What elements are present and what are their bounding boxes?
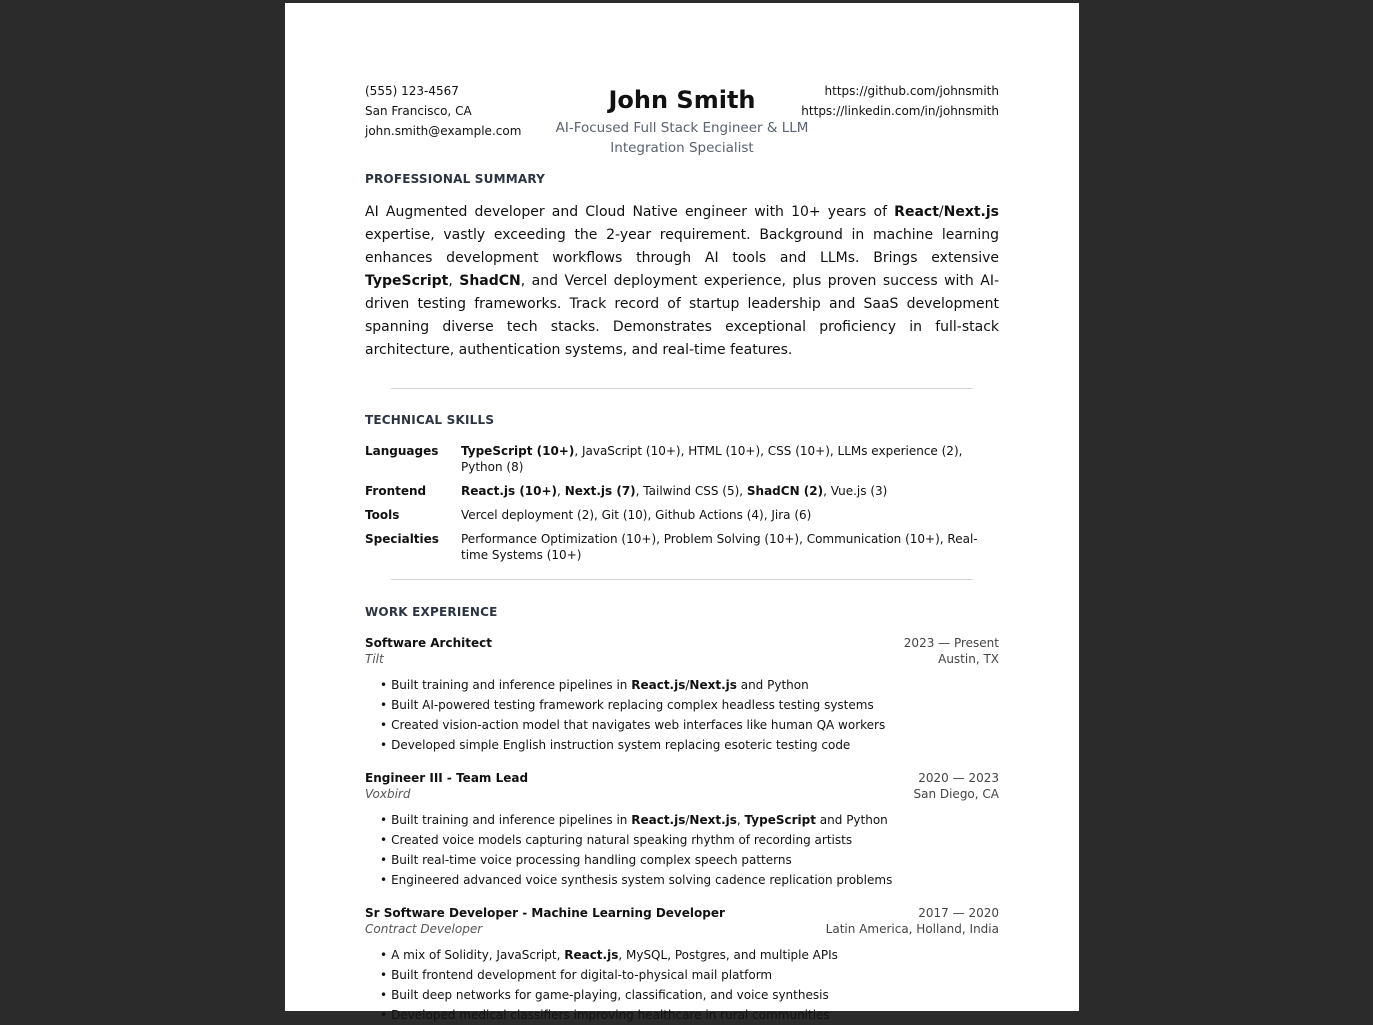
job-entry <box>365 635 999 755</box>
subtitle-line-2: Integration Specialist <box>610 140 754 156</box>
list-item: • Engineered advanced voice synthesis system solving cadence replication problems <box>380 870 999 890</box>
job-company: Tilt <box>365 652 384 666</box>
email[interactable]: john.smith@example.com <box>365 124 522 138</box>
job-entry <box>365 905 999 1025</box>
candidate-name: John Smith <box>608 86 756 114</box>
resume-header <box>365 81 999 171</box>
job-bullets <box>365 810 999 890</box>
job-entry <box>365 770 999 890</box>
skill-row-languages: Languages TypeScript (10+), JavaScript (10+), HTML (10+), CSS (10+), LLMs experience (2), Python (8) <box>365 444 963 474</box>
name-block <box>525 83 839 158</box>
list-item: • Built real-time voice processing handling complex speech patterns <box>380 850 999 870</box>
job-dates: 2017 — 2020 <box>918 906 999 920</box>
list-item: • A mix of Solidity, JavaScript, React.js, MySQL, Postgres, and multiple APIs <box>380 945 999 965</box>
job-title: Software Architect <box>365 636 492 650</box>
section-divider <box>391 388 973 389</box>
list-item: • Built training and inference pipelines in React.js/Next.js and Python <box>380 675 999 695</box>
skill-row-frontend: Frontend React.js (10+), Next.js (7), Tailwind CSS (5), ShadCN (2), Vue.js (3) <box>365 484 888 498</box>
summary-title: PROFESSIONAL SUMMARY <box>365 172 546 186</box>
skills-title: TECHNICAL SKILLS <box>365 413 495 427</box>
linkedin-link[interactable]: https://linkedin.com/in/johnsmith <box>801 104 999 118</box>
job-location: San Diego, CA <box>913 787 999 801</box>
job-title: Sr Software Developer - Machine Learning Developer <box>365 906 725 920</box>
list-item: • Created voice models capturing natural speaking rhythm of recording artists <box>380 830 999 850</box>
job-location: Latin America, Holland, India <box>825 922 999 936</box>
github-link[interactable]: https://github.com/johnsmith <box>824 84 999 98</box>
section-divider <box>391 579 973 580</box>
resume-page <box>285 3 1079 1022</box>
candidate-subtitle <box>525 118 839 158</box>
job-bullets <box>365 945 999 1025</box>
list-item: • Built deep networks for game-playing, classification, and voice synthesis <box>380 985 999 1005</box>
job-company: Voxbird <box>365 787 411 801</box>
phone: (555) 123-4567 <box>365 84 459 98</box>
subtitle-line-1: AI-Focused Full Stack Engineer & LLM <box>555 120 809 136</box>
list-item: • Developed simple English instruction system replacing esoteric testing code <box>380 735 999 755</box>
list-item: • Developed medical classifiers improving healthcare in rural communities <box>380 1005 999 1025</box>
skills-list <box>365 443 999 563</box>
skill-row-specialties: Specialties Performance Optimization (10+), Problem Solving (10+), Communication (10+), Real-time Systems (10+) <box>365 532 978 562</box>
contact-left <box>365 81 521 141</box>
location: San Francisco, CA <box>365 104 472 118</box>
list-item: • Built AI-powered testing framework replacing complex headless testing systems <box>380 695 999 715</box>
skill-row-tools: Tools Vercel deployment (2), Git (10), Github Actions (4), Jira (6) <box>365 508 812 522</box>
summary-text: AI Augmented developer and Cloud Native engineer with 10+ years of React/Next.js expertise, vastly exceeding the 2-year requirement. Background in machine learning enhances development workflows through AI tools and LLMs. Brings extensive TypeScript, ShadCN, and Vercel deployment experience, plus proven success with AI-driven testing frameworks. Track record of startup leadership and SaaS development spanning diverse tech stacks. Demonstrates exceptional proficiency in full-stack architecture, authentication systems, and real-time features. <box>365 204 999 358</box>
resume-content <box>365 81 999 1025</box>
job-dates: 2023 — Present <box>903 636 999 650</box>
job-bullets <box>365 675 999 755</box>
list-item: • Built frontend development for digital-to-physical mail platform <box>380 965 999 985</box>
list-item: • Built training and inference pipelines in React.js/Next.js, TypeScript and Python <box>380 810 999 830</box>
work-title: WORK EXPERIENCE <box>365 605 498 619</box>
job-title: Engineer III - Team Lead <box>365 771 529 785</box>
list-item: • Created vision-action model that navigates web interfaces like human QA workers <box>380 715 999 735</box>
job-company: Contract Developer <box>365 922 483 936</box>
contact-right <box>801 81 999 121</box>
job-dates: 2020 — 2023 <box>918 771 999 785</box>
job-location: Austin, TX <box>938 652 999 666</box>
